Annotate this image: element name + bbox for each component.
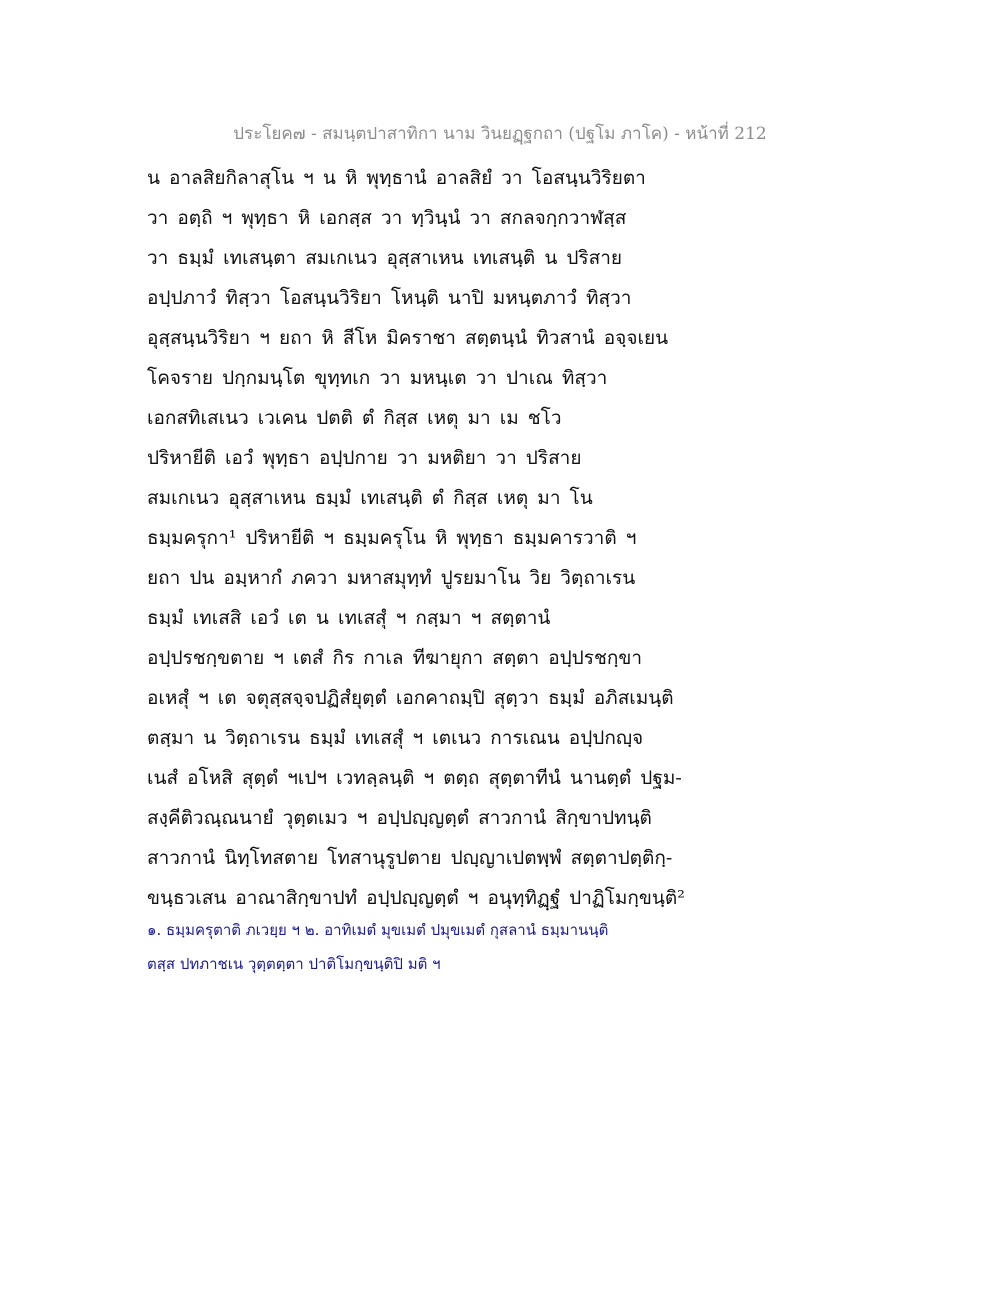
main-text-block xyxy=(147,158,847,918)
text-line: วา ธมฺมํ เทเสนฺตา สมเกเนว อุสฺสาเหน เทเสนฺติ น ปริสาย xyxy=(147,247,623,269)
text-line: อเหสุํ ฯ เต จตุสฺสจฺจปฏิสํยุตฺตํ เอกคาถมฺปิ สุตฺวา ธมฺมํ อภิสเมนฺติ xyxy=(147,687,674,709)
text-line: ตสฺมา น วิตฺถาเรน ธมฺมํ เทเสสุํ ฯ เตเนว การเณน อปฺปกญฺจ xyxy=(147,727,644,749)
text-line: อปฺปภาวํ ทิสฺวา โอสนฺนวิริยา โหนฺติ นาปิ มหนฺตภาวํ ทิสฺวา xyxy=(147,287,632,309)
footnotes-block xyxy=(147,913,847,981)
text-line: อปฺปรชกฺขตาย ฯ เตสํ กิร กาเล ทีฆายุกา สตฺตา อปฺปรชกฺขา xyxy=(147,647,642,669)
text-line: สาวกานํ นิทฺโทสตาย โทสานุรูปตาย ปญฺญาเปตพฺพํ สตฺตาปตฺติกฺ- xyxy=(147,847,673,869)
footnote-line: ตสฺส ปทภาชเน วุตฺตตฺตา ปาติโมกฺขนฺติปิ มติ ฯ xyxy=(147,955,441,973)
text-line: โคจราย ปกฺกมนฺโต ขุทฺทเก วา มหนฺเต วา ปาเณ ทิสฺวา xyxy=(147,367,608,389)
running-header: ประโยค๗ - สมนฺตปาสาทิกา นาม วินยฏฺฐกถา (ปฐโม ภาโค) - หน้าที่ 212 xyxy=(233,124,767,144)
text-line: ธมฺมครุกา¹ ปริหายีติ ฯ ธมฺมครุโน หิ พุทฺธา ธมฺมคารวาติ ฯ xyxy=(147,527,637,549)
text-line: สมเกเนว อุสฺสาเหน ธมฺมํ เทเสนฺติ ตํ กิสฺส เหตุ มา โน xyxy=(147,487,593,509)
text-line: วา อตฺถิ ฯ พุทฺธา หิ เอกสฺส วา ทฺวินฺนํ วา สกลจกฺกวาฬสฺส xyxy=(147,207,627,229)
text-line: สงฺคีติวณฺณนายํ วุตฺตเมว ฯ อปฺปญฺญตฺตํ สาวกานํ สิกฺขาปทนฺติ xyxy=(147,807,652,829)
text-line: ธมฺมํ เทเสสิ เอวํ เต น เทเสสุํ ฯ กสฺมา ฯ สตฺตานํ xyxy=(147,607,551,629)
text-line: ปริหายีติ เอวํ พุทฺธา อปฺปกาย วา มหติยา วา ปริสาย xyxy=(147,447,582,469)
text-line: ขนฺธวเสน อาณาสิกฺขาปทํ อปฺปญฺญตฺตํ ฯ อนุทฺทิฏฺฐํ ปาฏิโมกฺขนฺติ² xyxy=(147,887,685,909)
text-line: เนสํ อโหสิ สุตฺตํ ฯเปฯ เวทลฺลนฺติ ฯ ตตฺถ สุตฺตาทีนํ นานตฺตํ ปฐม- xyxy=(147,767,682,789)
text-line: อุสฺสนฺนวิริยา ฯ ยถา หิ สีโห มิคราชา สตฺตนฺนํ ทิวสานํ อจฺจเยน xyxy=(147,327,669,349)
text-line: น อาลสิยกิลาสุโน ฯ น หิ พุทฺธานํ อาลสิยํ วา โอสนฺนวิริยตา xyxy=(147,167,646,189)
text-line: เอกสทิเสเนว เวเคน ปตติ ตํ กิสฺส เหตุ มา เม ชโว xyxy=(147,407,562,429)
footnote-line: ๑. ธมฺมครุตาติ ภเวยฺย ฯ ๒. อาทิเมตํ มุขเมตํ ปมุขเมตํ กุสลานํ ธมฺมานนฺติ xyxy=(147,921,609,939)
text-line: ยถา ปน อมฺหากํ ภควา มหาสมุทฺทํ ปูรยมาโน วิย วิตฺถาเรน xyxy=(147,567,636,589)
